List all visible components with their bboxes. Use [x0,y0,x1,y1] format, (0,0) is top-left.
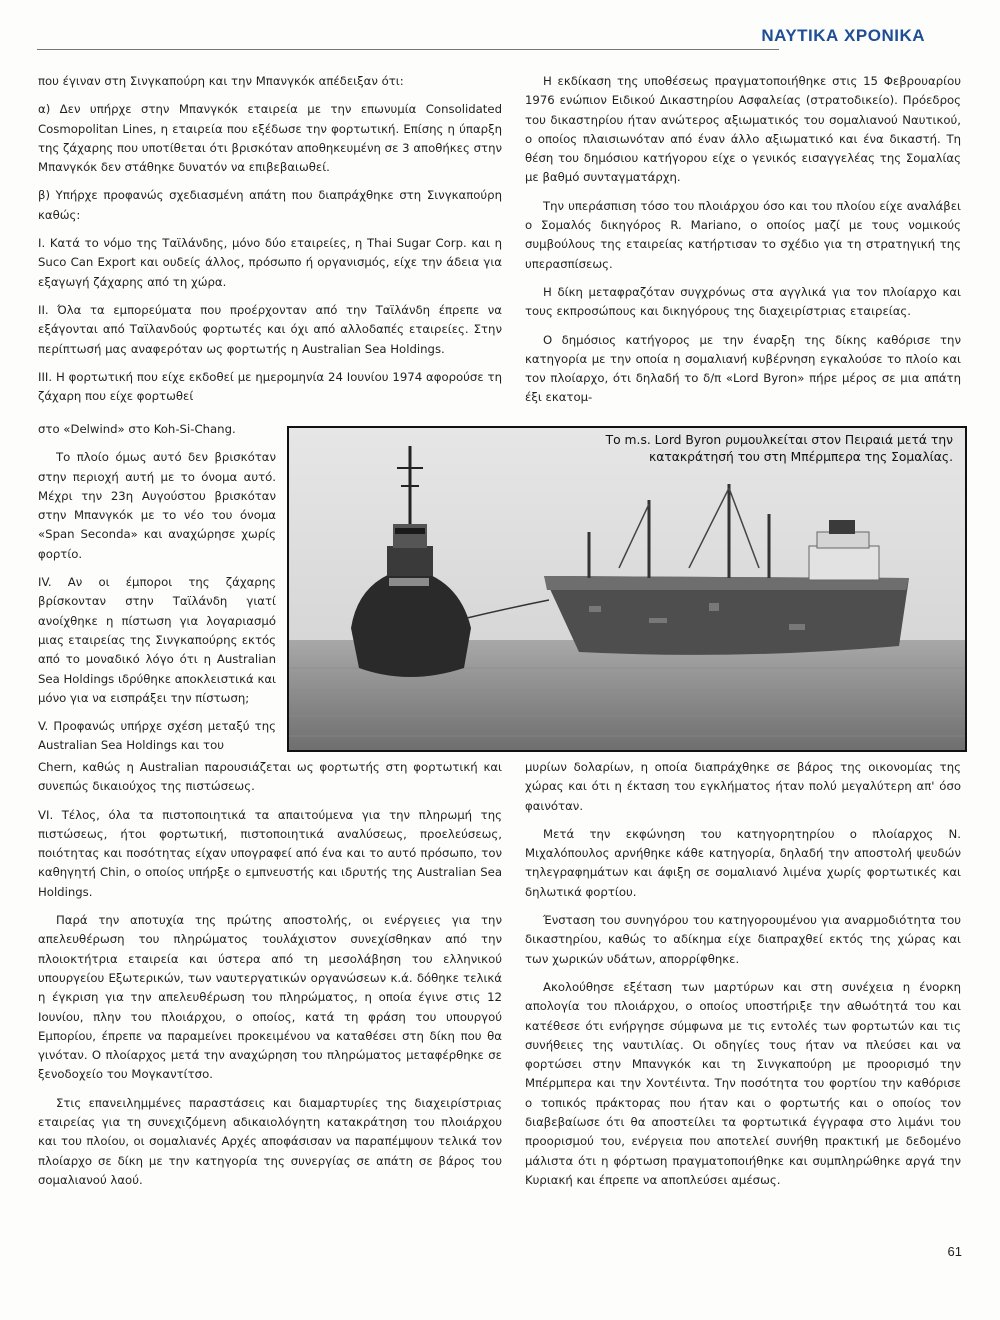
paragraph: Η εκδίκαση της υποθέσεως πραγματοποιήθηκε στις 15 Φεβρουαρίου 1976 ενώπιον Ειδικού Δικαστηρίου Ασφαλείας (στρατοδικείο). Πρόεδρος του δικαστηρίου ήταν ανώτερος αξιωματικός του σομαλιανού Ναυτικού, ο οποίος πλαισιωνόταν από έναν άλλο αξιωματικό και ένα δικαστή. Τη θέση του δημόσιου κατήγορου είχε ο γενικός εισαγγελέας της Σομαλίας με βαθμό συνταγματάρχη. [525,74,961,185]
paragraph: II. Όλα τα εμπορεύματα που προέρχονταν από την Ταϊλάνδη έπρεπε να εξάγονται από Ταϊλανδούς φορτωτές και όχι από αλλοδαπές εταιρείες. Στην περίπτωσή μας αναφερόταν ως φορτωτής η Australian Sea Holdings. [38,302,502,356]
paragraph: που έγιναν στη Σινγκαπούρη και την Μπανγκόκ απέδειξαν ότι: [38,74,404,88]
paragraph: VI. Τέλος, όλα τα πιστοποιητικά τα απαιτούμενα για την πληρωμή της πιστώσεως, ήτοι φορτωτική, πιστοποιητικά αναλύσεως, προελεύσεως, ποιότητας και ποσότητας είχαν υπογραφεί από ένα και το αυτό πρόσωπο, τον καθηγητή Chin, ο οποίος υπήρξε ο εμπνευστής και ιδρυτής της Australian Sea Holdings. [38,807,502,899]
right-column-top [525,72,961,417]
ship-photo-drawing [289,428,965,750]
paragraph: Ένσταση του συνηγόρου του κατηγορουμένου για αναρμοδιότητα του δικαστηρίου, καθώς το αδίκημα είχε διαπραχθεί εκτός της χώρας και των χωρικών υδάτων, απορρίφθηκε. [525,913,961,966]
paragraph: Ο δημόσιος κατήγορος με την έναρξη της δίκης καθόρισε την κατηγορία με την οποία η σομαλιανή κυβέρνηση εγκαλούσε το πλοίο και τον πλοίαρχο, ότι δηλαδή το δ/π «Lord Byron» πήρε μέρος σε μια απάτη έξι εκατομ- [525,332,961,405]
paragraph: α) Δεν υπήρχε στην Μπανγκόκ εταιρεία με την επωνυμία Consolidated Cosmopolitan Lines, η εταιρεία που εξέδωσε την φορτωτική. Επίσης η ύπαρξη της ζάχαρης που υποτίθεται ότι βρισκόταν αποθηκευμένη σε 3 αποθήκες στην Μπανγκόκ δεν στάθηκε δυνατόν να επιβεβαιωθεί. [38,102,502,175]
paragraph: III. Η φορτωτική που είχε εκδοθεί με ημερομηνία 24 Ιουνίου 1974 αφορούσε τη ζάχαρη που είχε φορτωθεί [38,369,502,404]
paragraph: I. Κατά το νόμο της Ταϊλάνδης, μόνο δύο εταιρείες, η Thai Sugar Corp. και η Suco Can Export και ουδείς άλλος, πρόσωπο ή οργανισμός, είχε την άδεια για εξαγωγή ζάχαρης από τη χώρα. [38,236,502,289]
paragraph: Την υπεράσπιση τόσο του πλοιάρχου όσο και του πλοίου είχε αναλάβει ο Σομαλός δικηγόρος R. Mariano, ο οποίος μαζί με τους νομικούς συμβούλους της εταιρείας κατήρτισαν το σχέδιο για τη στρατηγική της υπερασπίσεως. [525,198,961,271]
ship-photo [287,426,967,752]
paragraph: β) Υπήρχε προφανώς σχεδιασμένη απάτη που διαπράχθηκε στη Σινγκαπούρη καθώς: [38,188,502,222]
paragraph: μυρίων δολαρίων, η οποία διαπράχθηκε σε βάρος της οικονομίας της χώρας και ότι η έκταση του εγκλήματος ήταν πολύ μεγαλύτερη απ' όσο φαινόταν. [525,760,961,813]
section-title: ΝΑΥΤΙΚΑ ΧΡΟΝΙΚΑ [761,26,925,45]
page-number: 61 [947,1244,962,1259]
paragraph: Ακολούθησε εξέταση των μαρτύρων και στη συνέχεια η ένορκη απολογία του πλοιάρχου, ο οποίος υποστήριξε την αθωότητά του και κατέθεσε ότι ενήργησε σύμφωνα με τις εντολές των φορτωτών και τις συνήθειες της ναυτιλίας. Οι οδηγίες τους ήταν να πλεύσει και να φορτώσει στην Μπανγκόκ και τη Σινγκαπούρη με προορισμό την Μπέρμπερα και την Χοντέιντα. Την ποσότητα του φορτίου την καθόρισε ο τοπικός πράκτορας που ήταν και ο φορτωτής και ο οποίος τον διαβεβαίωσε ότι θα αποστείλει τα φορτωτικά έγγραφα στο λιμάνι του προορισμού του, ενέργεια που αποτελεί συνήθη πρακτική με δεδομένο μάλιστα ότι η φόρτωση πραγματοποιήθηκε και συμπληρώθηκε αργά την Κυριακή και έπρεπε να αποπλεύσει αμέσως. [525,979,961,1187]
photo-caption: Το m.s. Lord Byron ρυμουλκείται στον Πειραιά μετά την κατακράτησή του στη Μπέρμπερα της Σομαλίας. [605,433,953,464]
right-column-bottom [525,758,961,1199]
paragraph: Παρά την αποτυχία της πρώτης αποστολής, οι ενέργειες για την απελευθέρωση του πληρώματος τουλάχιστον συνεχίσθηκαν από την πλοιοκτήτρια εταιρεία και ύστερα από τη μεσολάβηση του ελληνικού υπουργείου Εξωτερικών, των ναυτεργατικών οργανώσεων κ.ά. δόθηκε τελικά η έγκριση για την απελευθέρωση του πληρώματος, η οποία έγινε στις 12 Ιουνίου, πλην του πλοιάρχου, ο οποίος, κατά τη φράση του υπουργού Εμπορίου, έπρεπε να παραμείνει προκειμένου να καταθέσει στη δίκη που θα γινόταν. Ο πλοίαρχος μετά την αναχώρηση του πληρώματος μεταφέρθηκε σε ξενοδοχείο του Μογκαντίτσο. [38,913,502,1082]
left-column-top [38,72,502,415]
paragraph: Η δίκη μεταφραζόταν συγχρόνως στα αγγλικά για τον πλοίαρχο και τους εκπροσώπους και δικηγόρους της διαχειρίστριας εταιρείας. [525,284,961,319]
left-column-bottom [38,758,502,1199]
paragraph: IV. Αν οι έμποροι της ζάχαρης βρίσκονταν στην Ταϊλάνδη γιατί ανοίχθηκε η πίστωση για λογαριασμό μιας εταιρείας της Σινγκαπούρης εκτός από το μοναδικό λόγο ότι η Australian Sea Holdings ιδρύθηκε αποκλειστικά και μόνο για να εισπράξει την πίστωση; [38,575,276,705]
paragraph: Το πλοίο όμως αυτό δεν βρισκόταν στην περιοχή αυτή με το όνομα αυτό. Μέχρι την 23η Αυγούστου βρισκόταν στην Μπανγκόκ με το νέο του όνομα «Span Seconda» και αναχώρησε χωρίς φορτίο. [38,450,276,561]
paragraph: Στις επανειλημμένες παραστάσεις και διαμαρτυρίες της διαχειρίστριας εταιρείας για τη συνεχιζόμενη αδικαιολόγητη κατακράτηση του πλοιάρχου και του πλοίου, οι σομαλιανές Αρχές αποφάσισαν να παραπέμψουν τελικά τον πλοίαρχο σε δίκη με την κατηγορία της συνεργίας σε απάτη σε βάρος του σομαλιανού λαού. [38,1095,502,1187]
paragraph: Chern, καθώς η Australian παρουσιάζεται ως φορτωτής στη φορτωτική και συνεπώς δικαιούχος της πιστώσεως. [38,760,502,794]
paragraph: Μετά την εκφώνηση του κατηγορητηρίου ο πλοίαρχος Ν. Μιχαλόπουλος αρνήθηκε κάθε κατηγορία, δηλαδή την αποστολή ψευδών τηλεγραφημάτων και άφιξη σε σομαλιανό λιμένα χωρίς φορτωτικές και δηλωτικά φορτίου. [525,826,961,899]
paragraph: στο «Delwind» στο Koh-Si-Chang. [38,422,236,436]
paragraph: V. Προφανώς υπήρχε σχέση μεταξύ της Australian Sea Holdings και του [38,719,276,753]
left-column-beside-photo [38,420,276,765]
header-rule [37,49,779,50]
